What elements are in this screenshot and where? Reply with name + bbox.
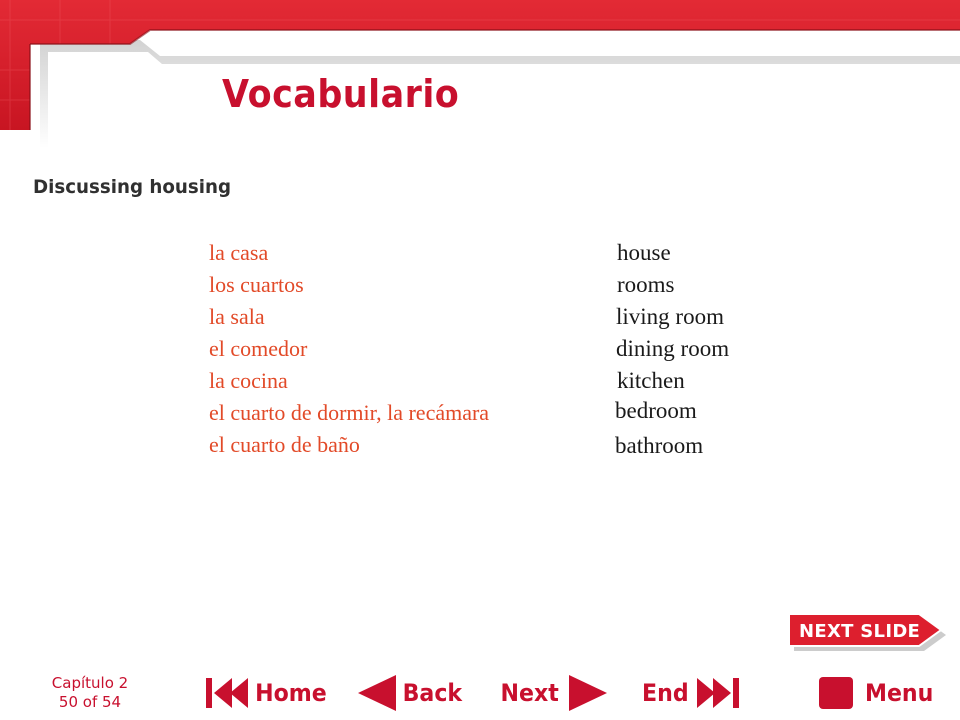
menu-square-icon	[816, 674, 856, 712]
left-arrow-icon	[356, 673, 400, 713]
header-banner	[0, 0, 960, 150]
home-label: Home	[255, 679, 327, 707]
english-translation: bathroom	[615, 433, 704, 458]
spanish-term: los cuartos	[209, 272, 304, 297]
end-button[interactable]	[640, 672, 745, 714]
english-translation: living room	[616, 304, 724, 329]
spanish-term: la sala	[209, 304, 265, 329]
chapter-label: Capítulo 2	[51, 674, 129, 692]
vocab-row	[0, 304, 960, 334]
page-title: Vocabulario	[222, 72, 460, 116]
next-slide-label: NEXT SLIDE	[799, 621, 921, 642]
chapter-info	[28, 674, 152, 712]
spanish-term: el cuarto de dormir, la recámara	[209, 400, 490, 425]
english-translation: bedroom	[615, 398, 697, 423]
vocab-row	[0, 336, 960, 366]
double-right-arrow-icon	[695, 674, 745, 712]
home-button[interactable]	[204, 672, 330, 714]
next-button[interactable]	[498, 672, 611, 714]
back-button[interactable]	[356, 672, 465, 714]
vocab-row	[0, 240, 960, 270]
english-translation: kitchen	[617, 368, 685, 393]
back-label: Back	[402, 679, 463, 707]
menu-label: Menu	[864, 679, 934, 707]
english-translation: dining room	[616, 336, 730, 361]
double-left-arrow-icon	[204, 674, 252, 712]
spanish-term: el cuarto de baño	[209, 432, 360, 457]
section-subtitle: Discussing housing	[33, 176, 232, 198]
next-slide-button[interactable]	[787, 612, 947, 652]
english-translation: rooms	[617, 272, 675, 297]
english-translation: house	[617, 240, 671, 265]
menu-button[interactable]	[816, 672, 936, 714]
spanish-term: el comedor	[209, 336, 308, 361]
right-arrow-icon	[565, 673, 611, 713]
vocab-row	[0, 432, 960, 462]
spanish-term: la casa	[209, 240, 269, 265]
spanish-term: la cocina	[209, 368, 288, 393]
vocab-row	[0, 368, 960, 398]
vocab-row	[0, 400, 960, 430]
next-label: Next	[500, 679, 559, 707]
page-counter: 50 of 54	[58, 693, 122, 711]
end-label: End	[642, 679, 689, 707]
vocab-row	[0, 272, 960, 302]
banner-graphic	[0, 0, 960, 150]
